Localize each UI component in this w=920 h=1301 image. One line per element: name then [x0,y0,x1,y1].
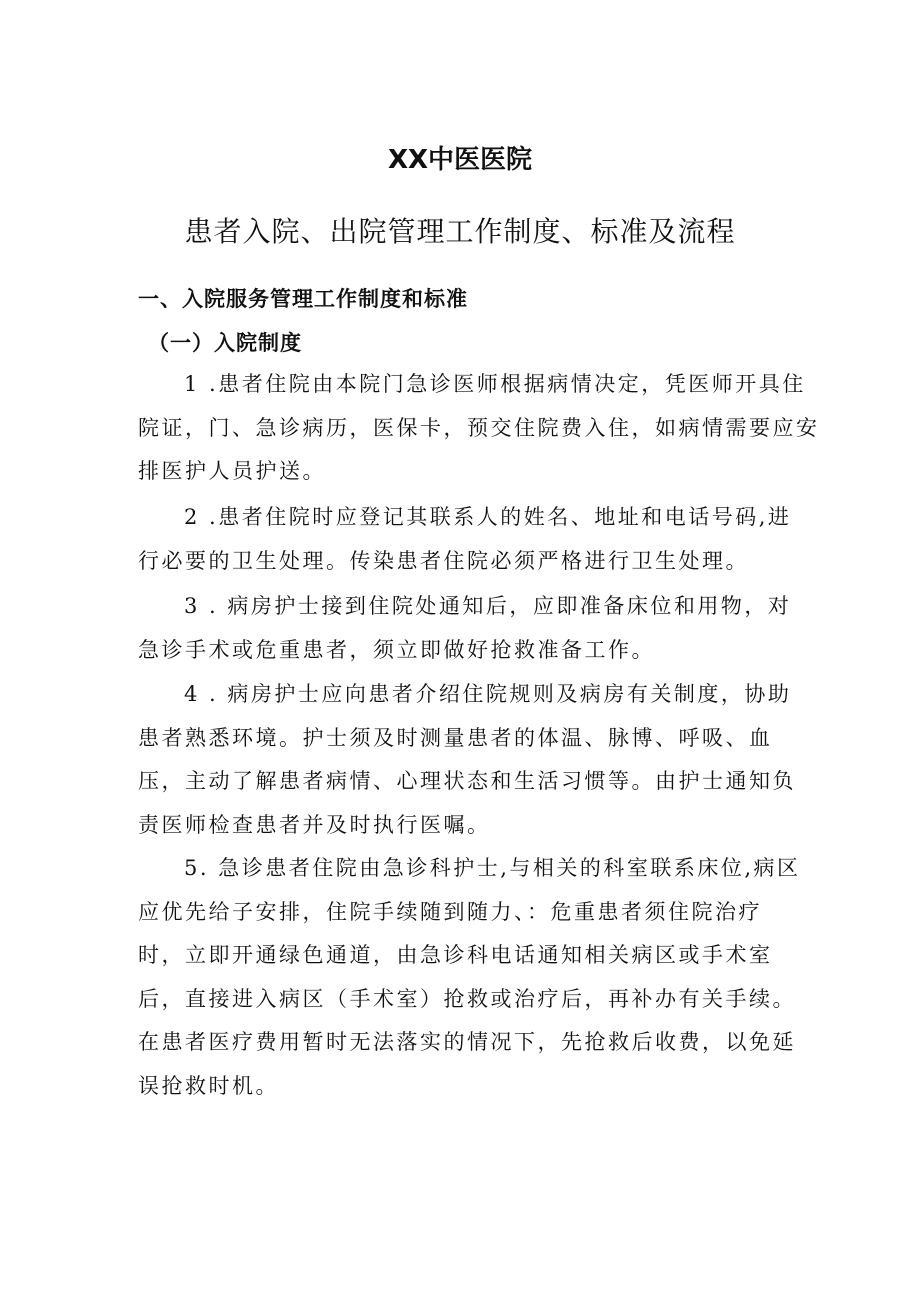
paragraph-line: 时，立即开通绿色通道，由急诊科电话通知相关病区或手术室 [138,943,773,967]
document-main-title: 患者入院、出院管理工作制度、标准及流程 [184,215,736,248]
hospital-name-title: XX中医医院 [387,145,533,175]
paragraph-line: 应优先给子安排，住院手续随到随力、：危重患者须住院治疗 [138,899,762,924]
paragraph-5 [138,847,802,1108]
paragraph-line: 排医护人员护送。 [138,459,326,483]
paragraph-line: 1 .患者住院由本院门急诊医师根据病情决定，凭医师开具住 [184,372,806,396]
paragraph-line: 4 . 病房护士应向患者介绍住院规则及病房有关制度，协助 [184,682,792,706]
paragraph-line: 压，主动了解患者病情、心理状态和生活习惯等。由护士通知负 [138,769,796,793]
paragraph-line: 后，直接进入病区（手术室）抢救或治疗后，再补办有关手续。 [138,986,796,1011]
paragraph-line: 行必要的卫生处理。传染患者住院必须严格进行卫生处理。 [138,548,749,573]
paragraph-3 [138,585,802,672]
paragraph-line: 责医师检查患者并及时执行医嘱。 [138,812,491,837]
subsection-heading: （一）入院制度 [148,331,302,355]
paragraph-line: 急诊手术或危重患者，须立即做好抢救准备工作。 [138,637,655,662]
paragraph-line: 在患者医疗费用暂时无法落实的情况下，先抢救后收费，以免延 [138,1030,796,1054]
paragraph-line: 2 .患者住院时应登记其联系人的姓名、地址和电话号码,进 [184,505,792,529]
paragraph-line: 误抢救时机。 [138,1073,279,1098]
paragraph-2 [138,496,802,583]
section-heading: 一、入院服务管理工作制度和标准 [138,287,468,311]
paragraph-line: 5. 急诊患者住院由急诊科护士,与相关的科室联系床位,病区 [184,856,801,880]
paragraph-line: 院证，门、急诊病历，医保卡，预交住院费入住，如病情需要应安 [138,415,820,440]
paragraph-1 [138,363,820,494]
paragraph-4 [138,673,802,847]
paragraph-line: 患者熟悉环境。护士须及时测量患者的体温、脉博、呼吸、血 [138,725,773,750]
paragraph-line: 3 . 病房护士接到住院处通知后，应即准备床位和用物，对 [184,594,792,618]
